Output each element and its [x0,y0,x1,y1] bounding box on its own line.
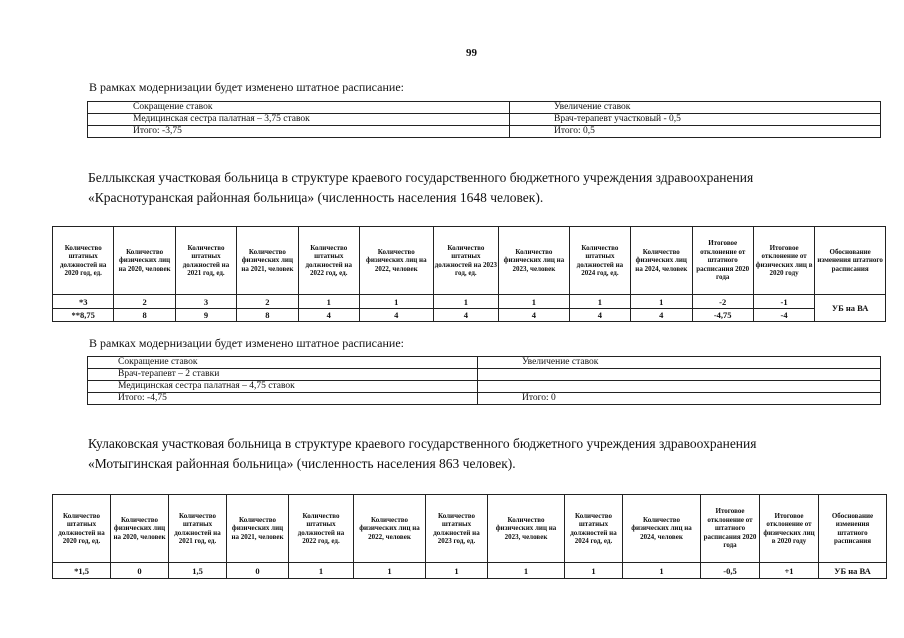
table-cell: -1 [753,295,814,309]
table-cell: -2 [692,295,753,309]
reduction-item: Врач-терапевт – 2 ставки [88,369,478,381]
basis-cell: УБ на ВА [819,563,887,579]
table-cell: 2 [114,295,175,309]
table-cell: 2 [237,295,298,309]
table-cell: 1,5 [169,563,227,579]
col-header: Количество штатных должностей на 2023 год, ед. [433,227,498,295]
table-cell: 9 [175,309,236,322]
increase-header: Увеличение ставок [510,102,881,114]
table-cell: 1 [631,295,692,309]
table-cell: 4 [569,309,630,322]
table-cell: -4,75 [692,309,753,322]
reduction-item: Медицинская сестра палатная – 4,75 ставок [88,381,478,393]
table-cell: 4 [433,309,498,322]
increase-header: Увеличение ставок [478,357,881,369]
col-header: Количество физических лиц на 2021, человек [237,227,298,295]
table-cell: 3 [175,295,236,309]
col-header: Итоговое отклонение от штатного расписания 2020 года [692,227,753,295]
table-cell: *3 [53,295,114,309]
col-header: Количество физических лиц на 2024, человек [623,495,701,563]
col-header: Количество штатных должностей на 2022 год, ед. [298,227,359,295]
table-cell: 0 [111,563,169,579]
reduction-total: Итого: -3,75 [88,126,510,138]
col-header: Количество физических лиц на 2021, человек [227,495,289,563]
staff-table-2 [52,494,887,579]
block1-intro: В рамках модернизации будет изменено штатное расписание: [89,80,404,94]
table-cell: 1 [298,295,359,309]
hospital2-heading [88,434,756,474]
col-header: Количество физических лиц на 2024, человек [631,227,692,295]
col-header: Количество физических лиц на 2022, человек [359,227,433,295]
col-header: Итоговое отклонение от физических лиц в 2020 году [760,495,819,563]
increase-total: Итого: 0,5 [510,126,881,138]
hospital1-heading-line1: Беллыкская участковая больница в структуре краевого государственного бюджетного учреждения здравоохранения [88,170,754,185]
increase-total: Итого: 0 [478,393,881,405]
col-header: Количество штатных должностей на 2021 год, ед. [175,227,236,295]
col-header: Количество штатных должностей на 2020 год, ед. [53,227,114,295]
table-cell: 1 [488,563,565,579]
table-cell: 4 [359,309,433,322]
col-header: Количество физических лиц на 2023, человек [488,495,565,563]
table-cell: 1 [499,295,570,309]
table-cell: 1 [565,563,623,579]
table-cell: *1,5 [53,563,111,579]
hospital1-heading [88,168,753,208]
col-header: Количество физических лиц на 2022, человек [354,495,426,563]
table-cell: 8 [237,309,298,322]
table-cell: 1 [354,563,426,579]
col-header: Обоснование изменения штатного расписания [815,227,886,295]
reduction-total: Итого: -4,75 [88,393,478,405]
table-cell: 1 [623,563,701,579]
reduction-header: Сокращение ставок [88,357,478,369]
hospital2-heading-line2: «Мотыгинская районная больница» (численность населения 863 человек). [88,456,516,471]
col-header: Итоговое отклонение от штатного расписания 2020 года [701,495,760,563]
table-cell: 0 [227,563,289,579]
col-header: Количество штатных должностей на 2024 год, ед. [569,227,630,295]
col-header: Количество штатных должностей на 2024 год, ед. [565,495,623,563]
staff-table-1 [52,226,886,322]
staffing-change-table-2 [87,356,881,405]
basis-cell: УБ на ВА [815,295,886,322]
staffing-change-table-1 [87,101,881,138]
block2-intro: В рамках модернизации будет изменено штатное расписание: [89,336,404,350]
col-header: Количество штатных должностей на 2023 год, ед. [426,495,488,563]
table-cell: -4 [753,309,814,322]
hospital2-heading-line1: Кулаковская участковая больница в структуре краевого государственного бюджетного учреждения здравоохранения [88,436,757,451]
table-cell: 4 [499,309,570,322]
table-cell: 1 [289,563,354,579]
col-header: Количество штатных должностей на 2022 год, ед. [289,495,354,563]
increase-item [478,381,881,393]
increase-item: Врач-терапевт участковый - 0,5 [510,114,881,126]
col-header: Количество физических лиц на 2023, человек [499,227,570,295]
hospital1-heading-line2: «Краснотуранская районная больница» (численность населения 1648 человек). [88,190,544,205]
col-header: Итоговое отклонение от физических лиц в 2020 году [753,227,814,295]
reduction-item: Медицинская сестра палатная – 3,75 ставок [88,114,510,126]
table-cell: 1 [569,295,630,309]
col-header: Количество штатных должностей на 2021 год, ед. [169,495,227,563]
table-cell: -0,5 [701,563,760,579]
table-cell: 1 [359,295,433,309]
col-header: Количество физических лиц на 2020, человек [111,495,169,563]
table-cell: 4 [631,309,692,322]
col-header: Количество физических лиц на 2020, человек [114,227,175,295]
reduction-header: Сокращение ставок [88,102,510,114]
increase-item [478,369,881,381]
col-header: Обоснование изменения штатного расписания [819,495,887,563]
table-cell: 1 [426,563,488,579]
table-cell: 4 [298,309,359,322]
col-header: Количество штатных должностей на 2020 год, ед. [53,495,111,563]
table-cell: 8 [114,309,175,322]
page-number: 99 [466,47,477,59]
table-cell: 1 [433,295,498,309]
table-cell: **8,75 [53,309,114,322]
table-cell: +1 [760,563,819,579]
